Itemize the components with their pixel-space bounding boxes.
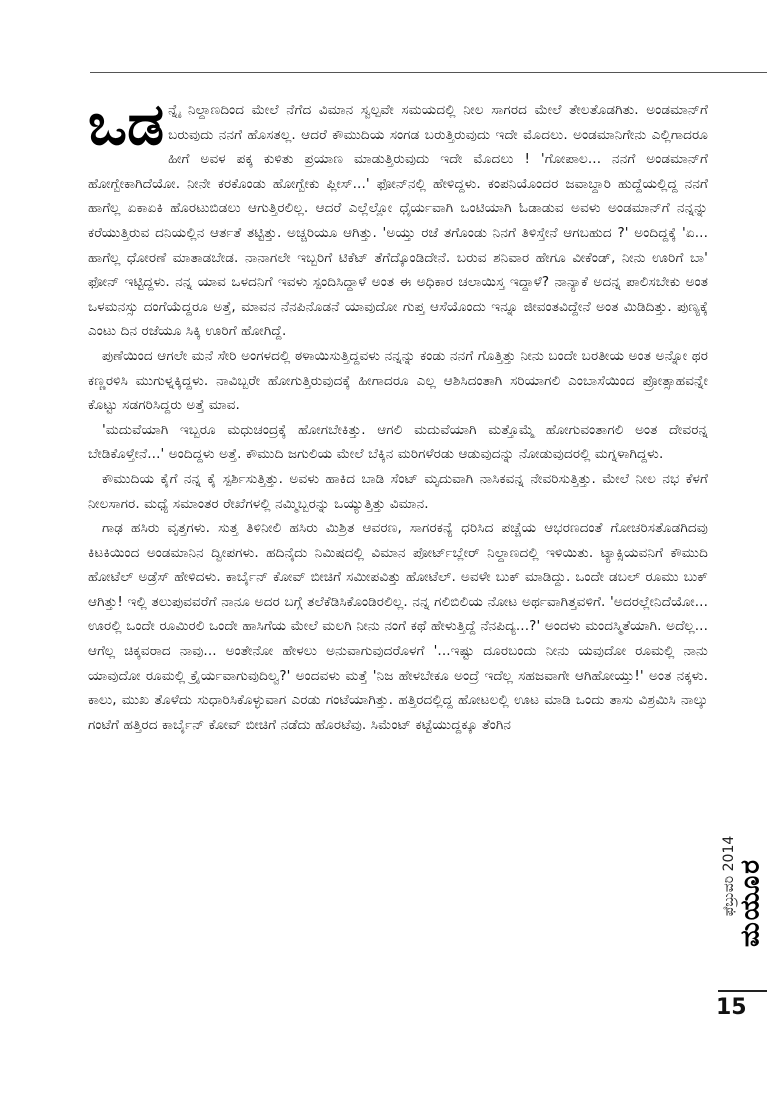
magazine-masthead xyxy=(735,835,767,971)
paragraph-1 xyxy=(88,90,708,344)
paragraph-2: ಪುಣೆಯಿಂದ ಆಗಲೇ ಮನೆ ಸೇರಿ ಅಂಗಳದಲ್ಲಿ ಠಳಾಯಿಸುತ್ತಿದ್ದವಳು ನನ್ನನ್ನು ಕಂಡು ನನಗೆ ಗೊತ್ತಿತ್ತು ನೀನು ಬಂದೇ ಬರತೀಯ ಅಂತ ಅನ್ನೋ ಥರ ಕಣ್ಣರಳಿಸಿ ಮುಗುಳ್ನಕ್ಕಿದ್ದಳು. ನಾವಿಬ್ಬರೇ ಹೋಗುತ್ತಿರುವುದಕ್ಕೆ ಹೀಗಾದರೂ ಎಲ್ಲ ಆಶಿಸಿದಂತಾಗಿ ಸರಿಯಾಗಲಿ ಎಂಬಾಸೆಯಿಂದ ಪ್ರೋತ್ಸಾಹವನ್ನೇ ಕೊಟ್ಟು ಸಡಗರಿಸಿದ್ದರು ಅತ್ತೆ ಮಾವ. xyxy=(88,347,708,414)
page-number-rule xyxy=(718,990,767,992)
paragraph-5: ಗಾಢ ಹಸಿರು ವೃತ್ತಗಳು. ಸುತ್ತ ತಿಳಿನೀಲಿ ಹಸಿರು ಮಿಶ್ರಿತ ಆವರಣ, ಸಾಗರಕನ್ಯೆ ಧರಿಸಿದ ಪಚ್ಚೆಯ ಆಭರಣದಂತೆ ಗೋಚರಿಸತೊಡಗಿದವು ಕಿಟಕಿಯಿಂದ ಅಂಡಮಾನಿನ ದ್ವೀಪಗಳು. ಹದಿನೈದು ನಿಮಿಷದಲ್ಲಿ ವಿಮಾನ ಪೋರ್ಟ್‌ಬ್ಲೇರ್ ನಿಲ್ದಾಣದಲ್ಲಿ ಇಳಿಯಿತು. ಟ್ಯಾಕ್ಸಿಯವನಿಗೆ ಕೌಮುದಿ ಹೋಟೆಲ್ ಅಡ್ರೆಸ್ ಹೇಳಿದಳು. ಕಾರ್ಬೈನ್ ಕೋವ್ ಬೀಚಿಗೆ ಸಮೀಪವಿತ್ತು ಹೋಟೆಲ್. ಅವಳೇ ಬುಕ್ ಮಾಡಿದ್ದು. ಒಂದೇ ಡಬಲ್ ರೂಮು ಬುಕ್ ಆಗಿತ್ತು! ಇಲ್ಲಿ ತಲುಪುವವರೆಗೆ ನಾನೂ ಅದರ ಬಗ್ಗೆ ತಲೆಕೆಡಿಸಿಕೊಂಡಿರಲಿಲ್ಲ. ನನ್ನ ಗಲಿಬಿಲಿಯ ನೋಟ ಅರ್ಥವಾಗಿತ್ತವಳಿಗೆ. 'ಅದರಲ್ಲೇನಿದೆಯೋ... ಊರಲ್ಲಿ ಒಂದೇ ರೂಮಿರಲಿ ಒಂದೇ ಹಾಸಿಗೆಯ ಮೇಲೆ ಮಲಗಿ ನೀನು ನಂಗೆ ಕಥೆ ಹೇಳುತ್ತಿದ್ದೆ ನೆನಪಿದ್ಯ...?' ಅಂದಳು ಮಂದಸ್ಮಿತೆಯಾಗಿ. ಅದೆಲ್ಲ... ಆಗೆಲ್ಲ ಚಿಕ್ಕವರಾದ ನಾವು... ಅಂತೇನೋ ಹೇಳಲು ಅನುವಾಗುವುದರೊಳಗೆ '...ಇಷ್ಟು ದೂರಬಂದು ನೀನು ಯವುದೋ ರೂಮಲ್ಲಿ ನಾನು ಯಾವುದೋ ರೂಮಲ್ಲಿ ಕ್ರೈರ್ಯವಾಗುವುದಿಲ್ವ?' ಅಂದವಳು ಮತ್ತೆ 'ನಿಜ ಹೇಳಬೇಕೂ ಅಂದ್ರೆ ಇದೆಲ್ಲ ಸಹಜವಾಗೇ ಆಗಿಹೋಯ್ತು!' ಅಂತ ನಕ್ಕಳು. ಕಾಲು, ಮುಖ ತೊಳೆದು ಸುಧಾರಿಸಿಕೊಳ್ಳುವಾಗ ಎರಡು ಗಂಟೆಯಾಗಿತ್ತು. ಹತ್ತಿರದಲ್ಲಿದ್ದ ಹೋಟಲಲ್ಲಿ ಊಟ ಮಾಡಿ ಒಂದು ತಾಸು ವಿಶ್ರಮಿಸಿ ನಾಲ್ಕು ಗಂಟೆಗೆ ಹತ್ತಿರದ ಕಾರ್ಬೈನ್ ಕೋವ್ ಬೀಚಿಗೆ ನಡೆದು ಹೊರಟೆವು. ಸಿಮೆಂಟ್ ಕಟ್ಟೆಯುದ್ದಕ್ಕೂ ತೆಂಗಿನ xyxy=(88,520,708,733)
paragraph-1-text: ನ್ನೈ ನಿಲ್ದಾಣದಿಂದ ಮೇಲೆ ನೆಗೆದ ವಿಮಾನ ಸ್ವಲ್ಪವೇ ಸಮಯದಲ್ಲಿ ನೀಲ ಸಾಗರದ ಮೇಲೆ ತೇಲತೊಡಗಿತು. ಅಂಡಮಾನ್‌ಗೆ ಬರುವುದು ನನಗೆ ಹೊಸತಲ್ಲ. ಆದರೆ ಕೌಮುದಿಯ ಸಂಗಡ ಬರುತ್ತಿರುವುದು ಇದೇ ಮೊದಲು. ಅಂಡಮಾನಿಗೇನು ಎಲ್ಲಿಗಾದರೂ ಹೀಗೆ ಅವಳ ಪಕ್ಕ ಕುಳಿತು ಪ್ರಯಾಣ ಮಾಡುತ್ತಿರುವುದು ಇದೇ ಮೊದಲು ! 'ಗೋಪಾಲ... ನನಗೆ ಅಂಡಮಾನ್‌ಗೆ ಹೋಗ್ಬೇಕಾಗಿದೆಯೋ. ನೀನೇ ಕರಕೊಂಡು ಹೋಗ್ಬೇಕು ಪ್ಲೀಸ್...' ಫೋನ್‌ನಲ್ಲಿ ಹೇಳಿದ್ದಳು. ಕಂಪನಿಯೊಂದರ ಜವಾಬ್ದಾರಿ ಹುದ್ದೆಯಲ್ಲಿದ್ದ ನನಗೆ ಹಾಗೆಲ್ಲ ಏಕಾಏಕಿ ಹೊರಟುಬಿಡಲು ಆಗುತ್ತಿರಲಿಲ್ಲ. ಆದರೆ ಎಲ್ಲೆಲ್ಲೋ ಧೈರ್ಯವಾಗಿ ಒಂಟಿಯಾಗಿ ಓಡಾಡುವ ಅವಳು ಅಂಡಮಾನ್‌ಗೆ ನನ್ನನ್ನು ಕರೆಯುತ್ತಿರುವ ದನಿಯಲ್ಲಿನ ಆರ್ತತೆ ತಟ್ಟಿತ್ತು. ಅಚ್ಚರಿಯೂ ಆಗಿತ್ತು. 'ಅಯ್ತು ರಜೆ ತಗೊಂಡು ನಿನಗೆ ತಿಳಿಸ್ತೇನೆ ಆಗಬಹುದ ?' ಅಂದಿದ್ದಕ್ಕೆ 'ಏ... ಹಾಗೆಲ್ಲ ಧೋರಣೆ ಮಾತಾಡಬೇಡ. ನಾನಾಗಲೇ ಇಬ್ಬರಿಗೆ ಟಿಕೆಟ್ ತೆಗೆದ್ಕೊಂಡಿದೇನೆ. ಬರುವ ಶನಿವಾರ ಹೇಗೂ ವೀಕೆಂಡ್, ನೀನು ಊರಿಗೆ ಬಾ' ಫೋನ್ ಇಟ್ಟಿದ್ದಳು. ನನ್ನ ಯಾವ ಒಳದನಿಗೆ ಇವಳು ಸ್ಪಂದಿಸಿದ್ದಾಳೆ ಅಂತ ಈ ಅಧಿಕಾರ ಚಲಾಯಿಸ್ತ ಇದ್ದಾಳೆ? ನಾನ್ಯಾಕೆ ಅದನ್ನ ಪಾಲಿಸಬೇಕು ಅಂತ ಒಳಮನಸ್ಸು ದಂಗೆಯೆದ್ದರೂ ಅತ್ತೆ, ಮಾವನ ನೆನಪಿನೊಡನೆ ಯಾವುದೋ ಗುಪ್ತ ಆಸೆಯೊಂದು ಇನ್ನೂ ಜೀವಂತವಿದ್ದೇನೆ ಅಂತ ಮಿಡಿದಿತ್ತು. ಪುಣ್ಯಕ್ಕೆ ಎಂಟು ದಿನ ರಜೆಯೂ ಸಿಕ್ಕಿ ಊರಿಗೆ ಹೋಗಿದ್ದೆ. xyxy=(88,102,708,340)
drop-cap: ಒಡ xyxy=(88,90,165,158)
paragraph-4: ಕೌಮುದಿಯ ಕೈಗೆ ನನ್ನ ಕೈ ಸ್ಪರ್ಶಿಸುತ್ತಿತ್ತು. ಅವಳು ಹಾಕಿದ ಬಾಡಿ ಸೆಂಟ್ ಮೃದುವಾಗಿ ನಾಸಿಕವನ್ನ ನೇವರಿಸುತ್ತಿತ್ತು. ಮೇಲೆ ನೀಲ ನಭ ಕೆಳಗೆ ನೀಲಸಾಗರ. ಮಧ್ಯೆ ಸಮಾಂತರ ರೇಖೆಗಳಲ್ಲಿ ನಮ್ಮಿಬ್ಬರನ್ನು ಒಯ್ಯುತ್ತಿತ್ತು ವಿಮಾನ. xyxy=(88,470,708,512)
issue-date xyxy=(722,825,736,925)
top-rule xyxy=(90,72,767,73)
article-body xyxy=(88,90,708,737)
issue-date-text: ಫೆಬ್ರುವರಿ 2014 xyxy=(721,835,737,917)
masthead-text: ಮಯೂರ xyxy=(735,858,766,947)
paragraph-3: 'ಮದುವೆಯಾಗಿ ಇಬ್ಬರೂ ಮಧುಚಂದ್ರಕ್ಕೆ ಹೋಗಬೇಕಿತ್ತು. ಆಗಲಿ ಮದುವೆಯಾಗಿ ಮತ್ತೊಮ್ಮೆ ಹೋಗುವಂತಾಗಲಿ ಅಂತ ದೇವರನ್ನ ಬೇಡಿಕೊಳ್ತೇನೆ...' ಅಂದಿದ್ದಳು ಅತ್ತೆ. ಕೌಮುದಿ ಜಗುಲಿಯ ಮೇಲೆ ಬೆಕ್ಕಿನ ಮರಿಗಳೆರಡು ಆಡುವುದನ್ನು ನೋಡುವುದರಲ್ಲಿ ಮಗ್ನಳಾಗಿದ್ದಳು. xyxy=(88,421,708,463)
page-number: 15 xyxy=(716,995,747,1020)
